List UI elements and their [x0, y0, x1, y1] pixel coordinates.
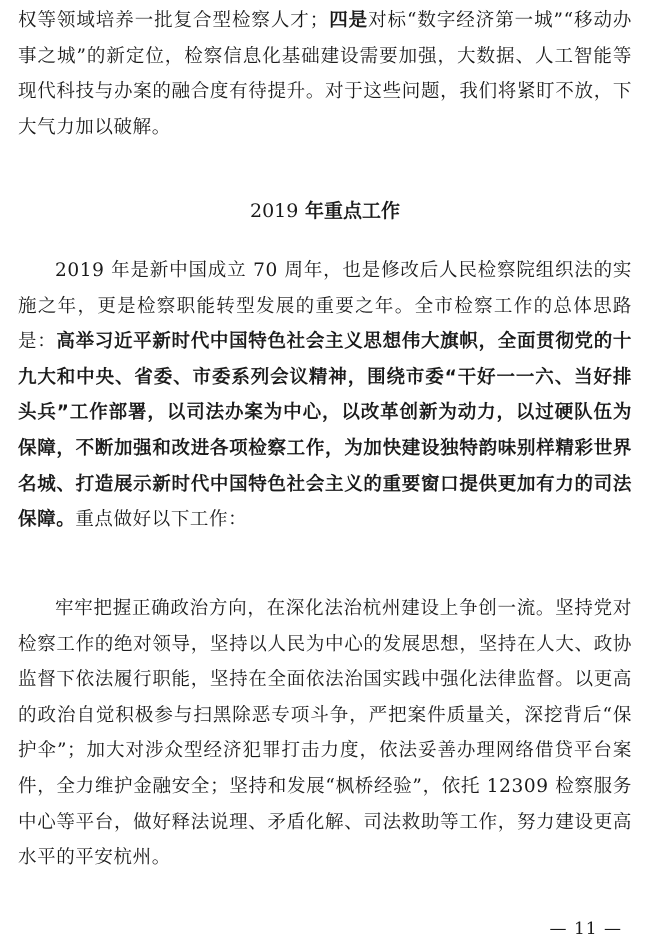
page-number: — 11 — — [549, 919, 622, 939]
paragraph-continuation — [18, 3, 632, 145]
paragraph-3-text: 牢牢把握正确政治方向，在深化法治杭州建设上争创一流。坚持党对检察工作的绝对领导，坚持以人民为中心的发展思想，坚持在人大、政协监督下依法履行职能，坚持在全面依法治国实践中强化法律监督。以更高的政治自觉积极参与扫黑除恶专项斗争，严把案件质量关，深挖背后“保护伞”；加大对涉众型经济犯罪打击力度，依法妥善办理网络借贷平台案件，全力维护金融安全；坚持和发展“枫桥经验”，依托 12309 检察服务中心等平台，做好释法说理、矛盾化解、司法救助等工作，努力建设更高水平的平安杭州。 — [18, 598, 632, 869]
paragraph-1-text-b: 对标“数字经济第一城”“移动办事之城”的新定位，检察信息化基础建设需要加强，大数据、人工智能等现代科技与办案的融合度有待提升。对于这些问题，我们将紧盯不放，下大气力加以破解。 — [18, 10, 633, 138]
paragraph-2-text-a: 2019 年是新中国成立 70 周年，也是修改后人民检察院组织法的实施之年，更是检察职能转型发展的重要之年。全市检察工作的总体思路是： — [18, 260, 632, 353]
section-heading — [0, 196, 650, 226]
section-heading-title: 年重点工作 — [304, 200, 400, 222]
section-heading-year: 2019 — [250, 200, 299, 222]
paragraph-political-direction — [18, 591, 632, 876]
paragraph-overall-approach — [18, 253, 632, 538]
paragraph-1-bold-marker: 四是 — [328, 10, 369, 31]
paragraph-1-text-a: 权等领域培养一批复合型检察人才； — [18, 10, 329, 31]
paragraph-2-bold-guideline: 高举习近平新时代中国特色社会主义思想伟大旗帜，全面贯彻党的十九大和中央、省委、市委系列会议精神，围绕市委“干好一一六、当好排头兵”工作部署，以司法办案为中心，以改革创新为动力，以过硬队伍为保障，不断加强和改进各项检察工作，为加快建设独特韵味别样精彩世界名城、打造展示新时代中国特色社会主义的重要窗口提供更加有力的司法保障。 — [18, 331, 632, 531]
paragraph-2-text-b: 重点做好以下工作： — [75, 509, 248, 531]
